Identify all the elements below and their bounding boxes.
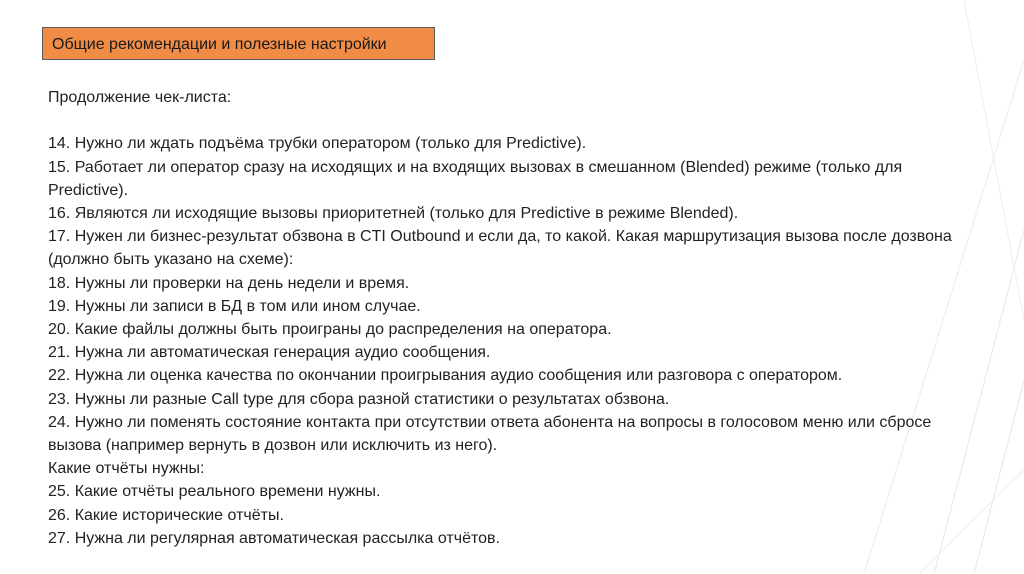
reports-subheading: Какие отчёты нужны: (48, 460, 205, 478)
checklist-content (48, 86, 968, 550)
checklist-item: 22. Нужна ли оценка качества по окончании проигрывания аудио сообщения или разговора с оператором. (48, 367, 843, 385)
checklist-item: 16. Являются ли исходящие вызовы приоритетней (только для Predictive в режиме Blended). (48, 205, 739, 222)
checklist-item: 18. Нужны ли проверки на день недели и время. (48, 274, 410, 292)
checklist-item: 24. Нужно ли поменять состояние контакта при отсутствии ответа абонента на вопросы в голосовом меню или сбросе вызова (например вернуть в дозвон или исключить из него). (48, 413, 932, 455)
page-title: Общие рекомендации и полезные настройки (52, 36, 387, 53)
deco-line-3 (964, 0, 1024, 320)
checklist-item: 26. Какие исторические отчёты. (48, 506, 284, 524)
checklist-item: 25. Какие отчёты реального времени нужны. (48, 483, 381, 501)
checklist-item: 27. Нужна ли регулярная автоматическая рассылка отчётов. (48, 529, 500, 547)
checklist-item: 14. Нужно ли ждать подъёма трубки оператором (только для Predictive). (48, 135, 587, 153)
checklist-item: 17. Нужен ли бизнес-результат обзвона в CTI Outbound и если да, то какой. Какая маршрутизация вызова после дозвона (должно быть указано на схеме): (48, 228, 952, 269)
checklist-item: 20. Какие файлы должны быть проиграны до распределения на оператора. (48, 321, 612, 339)
checklist-intro: Продолжение чек-листа: (48, 89, 232, 106)
title-bar (42, 27, 435, 60)
checklist-item: 23. Нужны ли разные Call type для сбора разной статистики о результатах обзвона. (48, 390, 670, 408)
checklist-item: 19. Нужны ли записи в БД в том или ином случае. (48, 297, 421, 315)
checklist-item: 15. Работает ли оператор сразу на исходящих и на входящих вызовах в смешанном (Blended) режиме (только для Predictive). (48, 158, 903, 199)
checklist-item: 21. Нужна ли автоматическая генерация аудио сообщения. (48, 344, 491, 362)
